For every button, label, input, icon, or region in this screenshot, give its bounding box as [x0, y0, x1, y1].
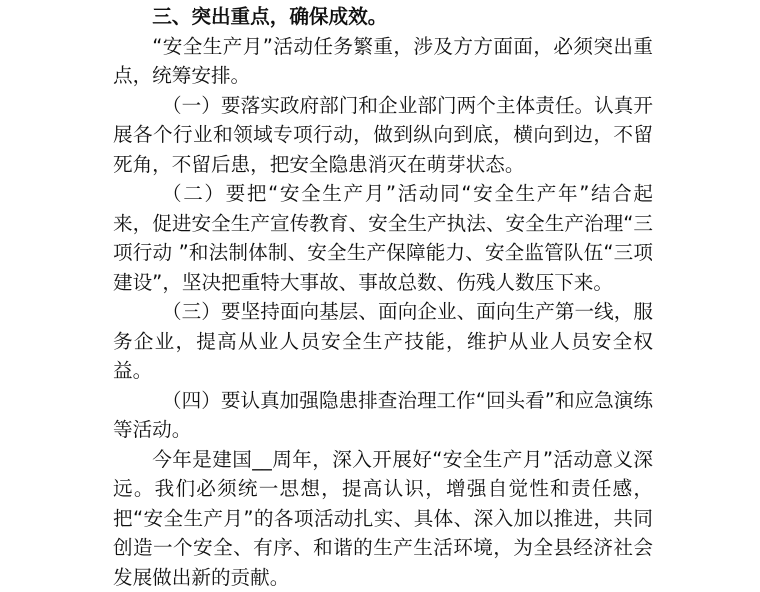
point-paragraph-2: （二）要把“安全生产月”活动同“安全生产年”结合起来，促进安全生产宣传教育、安全生产执法、安全生产治理“三项行动 ”和法制体制、安全生产保障能力、安全监管队伍“三项建设”，坚决把重特大事故、事故总数、伤残人数压下来。: [113, 179, 653, 297]
point-paragraph-3: （三）要坚持面向基层、面向企业、面向生产第一线，服务企业，提高从业人员安全生产技能，维护从业人员安全权益。: [113, 297, 653, 386]
point-paragraph-1: （一）要落实政府部门和企业部门两个主体责任。认真开展各个行业和领域专项行动，做到纵向到底，横向到边，不留死角，不留后患，把安全隐患消灭在萌芽状态。: [113, 91, 653, 180]
intro-paragraph: “安全生产月”活动任务繁重，涉及方方面面，必须突出重点，统筹安排。: [113, 32, 653, 91]
section-heading: 三、突出重点，确保成效。: [113, 2, 653, 32]
closing-paragraph: 今年是建国__周年，深入开展好“安全生产月”活动意义深远。我们必须统一思想，提高认识，增强自觉性和责任感，把“安全生产月”的各项活动扎实、具体、深入加以推进，共同创造一个安全、有序、和谐的生产生活环境，为全县经济社会发展做出新的贡献。: [113, 445, 653, 592]
document-body: [113, 2, 653, 592]
point-paragraph-4: （四）要认真加强隐患排查治理工作“回头看”和应急演练等活动。: [113, 386, 653, 445]
